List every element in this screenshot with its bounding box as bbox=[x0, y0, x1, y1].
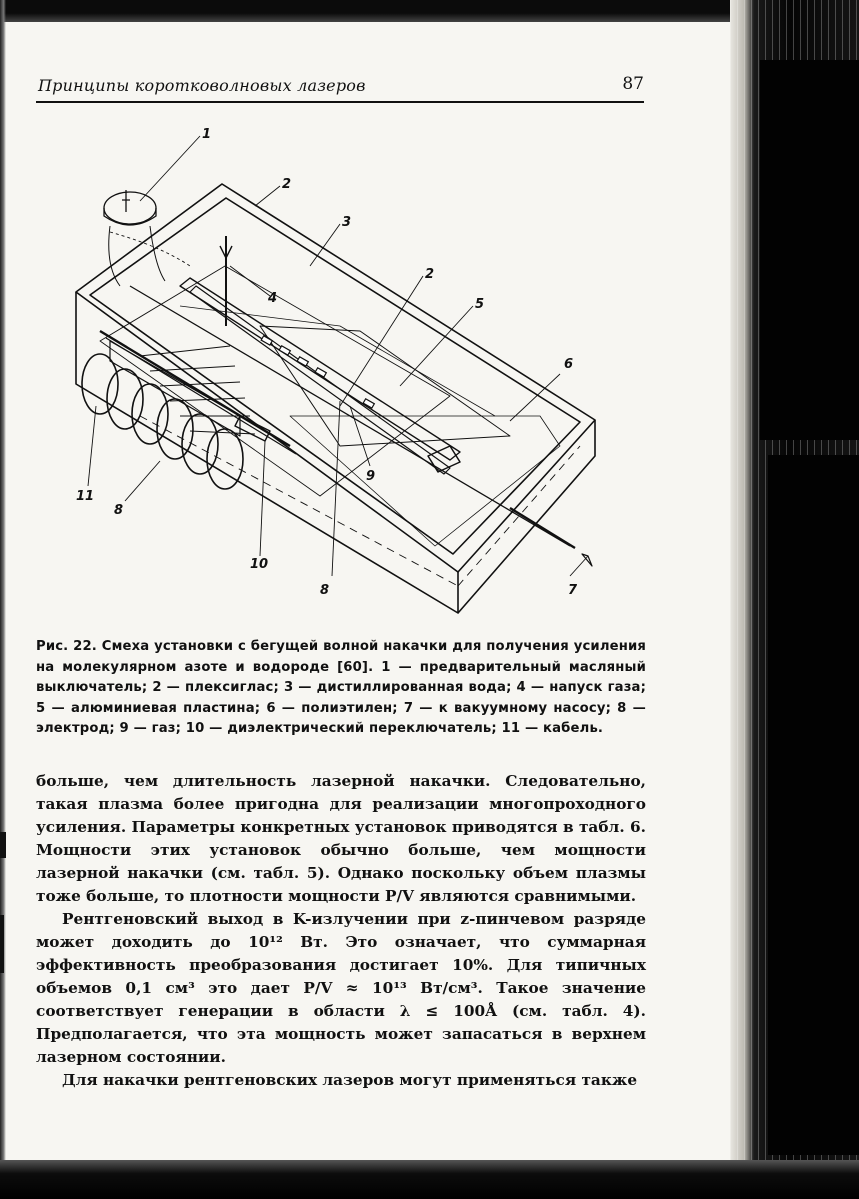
paragraph: больше, чем длительность лазерной накачки. Следовательно, такая плазма более пригодна для реализации многопроходного усиления. Параметры конкретных установок приводятся в табл. 6. Мощности этих установок обычно больше, чем мощности лазерной накачки (см. табл. 5). Однако поскольку объем плазмы тоже больше, то плотности мощности P/V являются сравнимыми. bbox=[36, 772, 646, 905]
apparatus-drawing bbox=[40, 116, 650, 621]
polyethylene-sheet bbox=[290, 416, 560, 546]
header-rule bbox=[36, 101, 644, 103]
figure-label: 6 bbox=[564, 357, 574, 372]
oil-switch bbox=[104, 190, 190, 286]
margin-mark bbox=[0, 832, 6, 858]
body-text bbox=[36, 770, 646, 1092]
channel-end-block bbox=[428, 446, 460, 472]
figure-label: 7 bbox=[568, 583, 578, 598]
aluminium-plate bbox=[260, 326, 510, 446]
figure-label: 1 bbox=[202, 127, 212, 142]
margin-mark bbox=[0, 915, 4, 973]
spine-dark-band bbox=[760, 60, 859, 440]
running-header bbox=[38, 76, 644, 100]
figure-label: 2 bbox=[425, 267, 435, 282]
running-title: Принципы коротковолновых лазеров bbox=[38, 76, 366, 95]
page-number: 87 bbox=[622, 74, 644, 94]
figure-label: 5 bbox=[475, 297, 485, 312]
figure-label: 2 bbox=[282, 177, 292, 192]
figure-label: 10 bbox=[250, 557, 269, 572]
figure-label: 8 bbox=[114, 503, 124, 518]
figure-label: 8 bbox=[320, 583, 330, 598]
figure-label: 11 bbox=[76, 489, 95, 504]
scan-left-edge bbox=[0, 0, 6, 1199]
paragraph: Для накачки рентгеновских лазеров могут применяться также bbox=[62, 1071, 638, 1089]
figure-label: 3 bbox=[342, 215, 352, 230]
caption-text: Смеха установки с бегущей волной накачки для получения усиления на молекулярном азоте и водороде [60]. 1 — предварительный масляный выключатель; 2 — плексиглас; 3 — дистиллированная вода; 4 — напуск газа; 5 — алюминиевая пластина; 6 — полиэтилен; 7 — к вакуумному насосу; 8 — электрод; 9 — газ; 10 — диэлектрический переключатель; 11 — кабель. bbox=[36, 639, 646, 736]
figure-label: 9 bbox=[366, 469, 376, 484]
figure-label: 4 bbox=[268, 291, 278, 306]
figure-diagram bbox=[40, 116, 650, 621]
water-line bbox=[180, 306, 495, 416]
scan-bottom-edge bbox=[0, 1160, 859, 1199]
paragraph: Рентгеновский выход в K-излучении при z-пинчевом разряде может доходить до 10¹² Вт. Это означает, что суммарная эффективность преобразования достигает 10%. Для типичных объемов 0,1 см³ это дает P/V ≈ 10¹³ Вт/см³. Такое значение соответствует генерации в области λ ≤ 100Å (см. табл. 4). Предполагается, что эта мощность может запасаться в верхнем лазерном состоянии. bbox=[36, 910, 646, 1066]
spine-dark-band bbox=[768, 455, 859, 1155]
figure-caption bbox=[36, 637, 646, 740]
caption-label: Рис. 22. bbox=[36, 639, 97, 654]
vacuum-arrow bbox=[582, 554, 592, 566]
